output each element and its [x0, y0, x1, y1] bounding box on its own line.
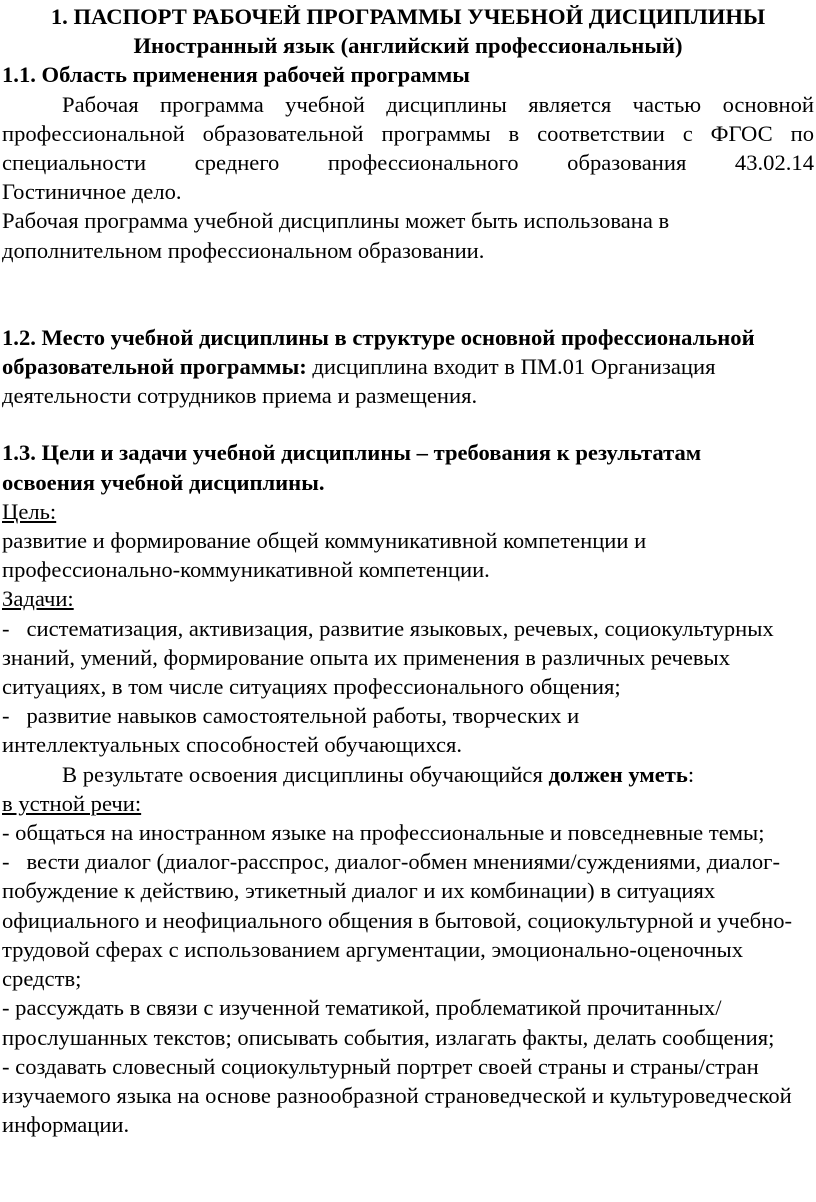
oral-item-2: - вести диалог (диалог-расспрос, диалог-обмен мнениями/суждениями, диалог-побуждение к действию, этикетный диалог и их комбинации) в ситуациях официального и неофициального общения в бытовой, социокультурной и учебно-трудовой сферах с использованием аргументации, эмоционально-оценочных средств; — [2, 849, 793, 992]
section-1-2-heading: 1.2. Место учебной дисциплины в структуре основной профессиональной образовательной программы: — [2, 324, 755, 380]
task-item-2: - развитие навыков самостоятельной работы, творческих и интеллектуальных способностей обучающихся. — [2, 703, 585, 758]
goal-text: развитие и формирование общей коммуникативной компетенции и профессионально-коммуникативной компетенции. — [2, 528, 647, 583]
result-intro — [2, 760, 814, 789]
section-1-2-text: дисциплина входит в ПМ.01 Организация деятельности сотрудников приема и размещения. — [2, 354, 716, 409]
task-item-1: - систематизация, активизация, развитие языковых, речевых, социокультурных знаний, умений, формирование опыта их применения в различных речевых ситуациях, в том числе ситуациях профессионального общения; — [2, 615, 780, 700]
oral-item-4: - создавать словесный социокультурный портрет своей страны и страны/стран изучаемого языка на основе разнообразной страноведческой и культуроведческой информации. — [2, 1053, 798, 1138]
document-title: 1. ПАСПОРТ РАБОЧЕЙ ПРОГРАММЫ УЧЕБНОЙ ДИСЦИПЛИНЫ — [50, 4, 766, 29]
section-1-1-heading: 1.1. Область применения рабочей программы — [2, 62, 470, 88]
oral-speech-label: в устной речи: — [2, 790, 142, 816]
section-1-3-heading: 1.3. Цели и задачи учебной дисциплины – требования к результатам освоения учебной дисциплины. — [2, 440, 702, 495]
section-1-1-paragraph-line-2: профессиональной образовательной программы в соответствии с ФГОС по — [2, 120, 814, 146]
result-colon: : — [687, 761, 695, 787]
result-bold-text: должен уметь — [548, 761, 688, 787]
goal-label: Цель: — [2, 498, 57, 524]
oral-item-3: - рассуждать в связи с изученной тематикой, проблематикой прочитанных/прослушанных текстов; описывать события, излагать факты, делать сообщения; — [2, 995, 775, 1050]
section-1-1-paragraph-2: Рабочая программа учебной дисциплины может быть использована в дополнительном профессиональном образовании. — [2, 208, 670, 263]
section-1-1-paragraph-line-4: Гостиничное дело. — [2, 179, 182, 205]
oral-item-1: - общаться на иностранном языке на профессиональные и повседневные темы; — [2, 820, 765, 846]
section-1-2-paragraph — [2, 323, 814, 411]
tasks-label: Задачи: — [2, 586, 74, 612]
section-1-1-paragraph-line-1: Рабочая программа учебной дисциплины является частью основной — [62, 91, 814, 117]
section-1-1-paragraph-line-3: специальности среднего профессионального образования 43.02.14 — [2, 150, 814, 176]
spacer — [2, 265, 814, 323]
document-subtitle: Иностранный язык (английский профессиональный) — [133, 33, 683, 59]
result-intro-text: В результате освоения дисциплины обучающийся — [62, 761, 549, 787]
spacer — [2, 410, 814, 438]
